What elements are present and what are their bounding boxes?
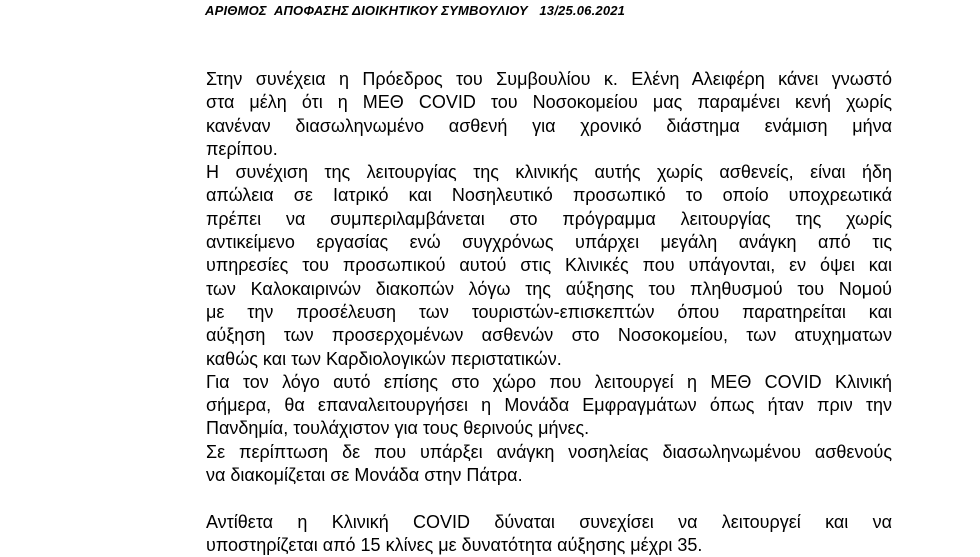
text-line: Για τον λόγο αυτό επίσης στο χώρο που λειτουργεί η ΜΕΘ COVID Κλινική bbox=[206, 371, 892, 392]
text-line: στα μέλη ότι η ΜΕΘ COVID του Νοσοκομείου μας παραμένει κενή χωρίς bbox=[206, 92, 892, 113]
paragraph-infarction-unit bbox=[206, 371, 892, 441]
text-line: να διακομίζεται σε Μονάδα στην Πάτρα. bbox=[206, 465, 523, 486]
text-line: Σε περίπτωση δε που υπάρξει ανάγκη νοσηλείας διασωληνωμένου ασθενούς bbox=[206, 441, 892, 462]
text-line: σήμερα, θα επαναλειτουργήσει η Μονάδα Εμφραγμάτων όπως ήταν πριν την bbox=[206, 395, 892, 416]
text-line: αύξηση των προσερχομένων ασθενών στο Νοσοκομείου, των ατυχηματων bbox=[206, 325, 892, 346]
paragraph-spacer bbox=[206, 487, 892, 510]
header-title: ΑΡΙΘΜΟΣ ΑΠΟΦΑΣΗΣ ΔΙΟΙΚΗΤΙΚΟΥ ΣΥΜΒΟΥΛΙΟΥ bbox=[205, 3, 528, 18]
text-line: Η συνέχιση της λειτουργίας της κλινικής αυτής χωρίς ασθενείς, είναι ήδη bbox=[206, 162, 892, 183]
decision-number: 13/25.06.2021 bbox=[539, 3, 626, 18]
paragraph-justification bbox=[206, 161, 892, 371]
decision-header bbox=[205, 3, 625, 18]
paragraph-transfer bbox=[206, 441, 892, 488]
text-line: Αντίθετα η Κλινική COVID δύναται συνεχίσει να λειτουργεί και να bbox=[206, 511, 892, 532]
text-line: πρέπει να συμπεριλαμβάνεται στο πρόγραμμα λειτουργίας της χωρίς bbox=[206, 208, 892, 229]
text-line: καθώς και των Καρδιολογικών περιστατικών. bbox=[206, 348, 562, 369]
paragraph-announcement bbox=[206, 68, 892, 161]
text-line: των Καλοκαιρινών διακοπών λόγω της αύξησης του πληθυσμού του Νομού bbox=[206, 278, 892, 299]
text-line: αντικείμενο εργασίας ενώ συγχρόνως υπάρχει μεγάλη ανάγκη από τις bbox=[206, 232, 892, 253]
text-line: Στην συνέχεια η Πρόεδρος του Συμβουλίου κ. Ελένη Αλειφέρη κάνει γνωστό bbox=[206, 69, 892, 89]
text-line: υπηρεσίες του προσωπικού αυτού στις Κλινικές που υπάγονται, εν όψει και bbox=[206, 255, 892, 276]
text-line: περίπου. bbox=[206, 138, 278, 159]
text-line: υποστηρίζεται από 15 κλίνες με δυνατότητα αύξησης μέχρι 35. bbox=[206, 534, 703, 555]
document-body bbox=[206, 68, 892, 557]
text-line: απώλεια σε Ιατρικό και Νοσηλευτικό προσωπικό το οποίο υποχρεωτικά bbox=[206, 185, 892, 206]
text-line: με την προσέλευση των τουριστών-επισκεπτών όπου παρατηρείται και bbox=[206, 301, 892, 322]
text-line: κανέναν διασωληνωμένο ασθενή για χρονικό διάστημα ενάμιση μήνα bbox=[206, 115, 892, 136]
text-line: Πανδημία, τουλάχιστον για τους θερινούς μήνες. bbox=[206, 418, 590, 439]
paragraph-covid-clinic bbox=[206, 511, 892, 557]
